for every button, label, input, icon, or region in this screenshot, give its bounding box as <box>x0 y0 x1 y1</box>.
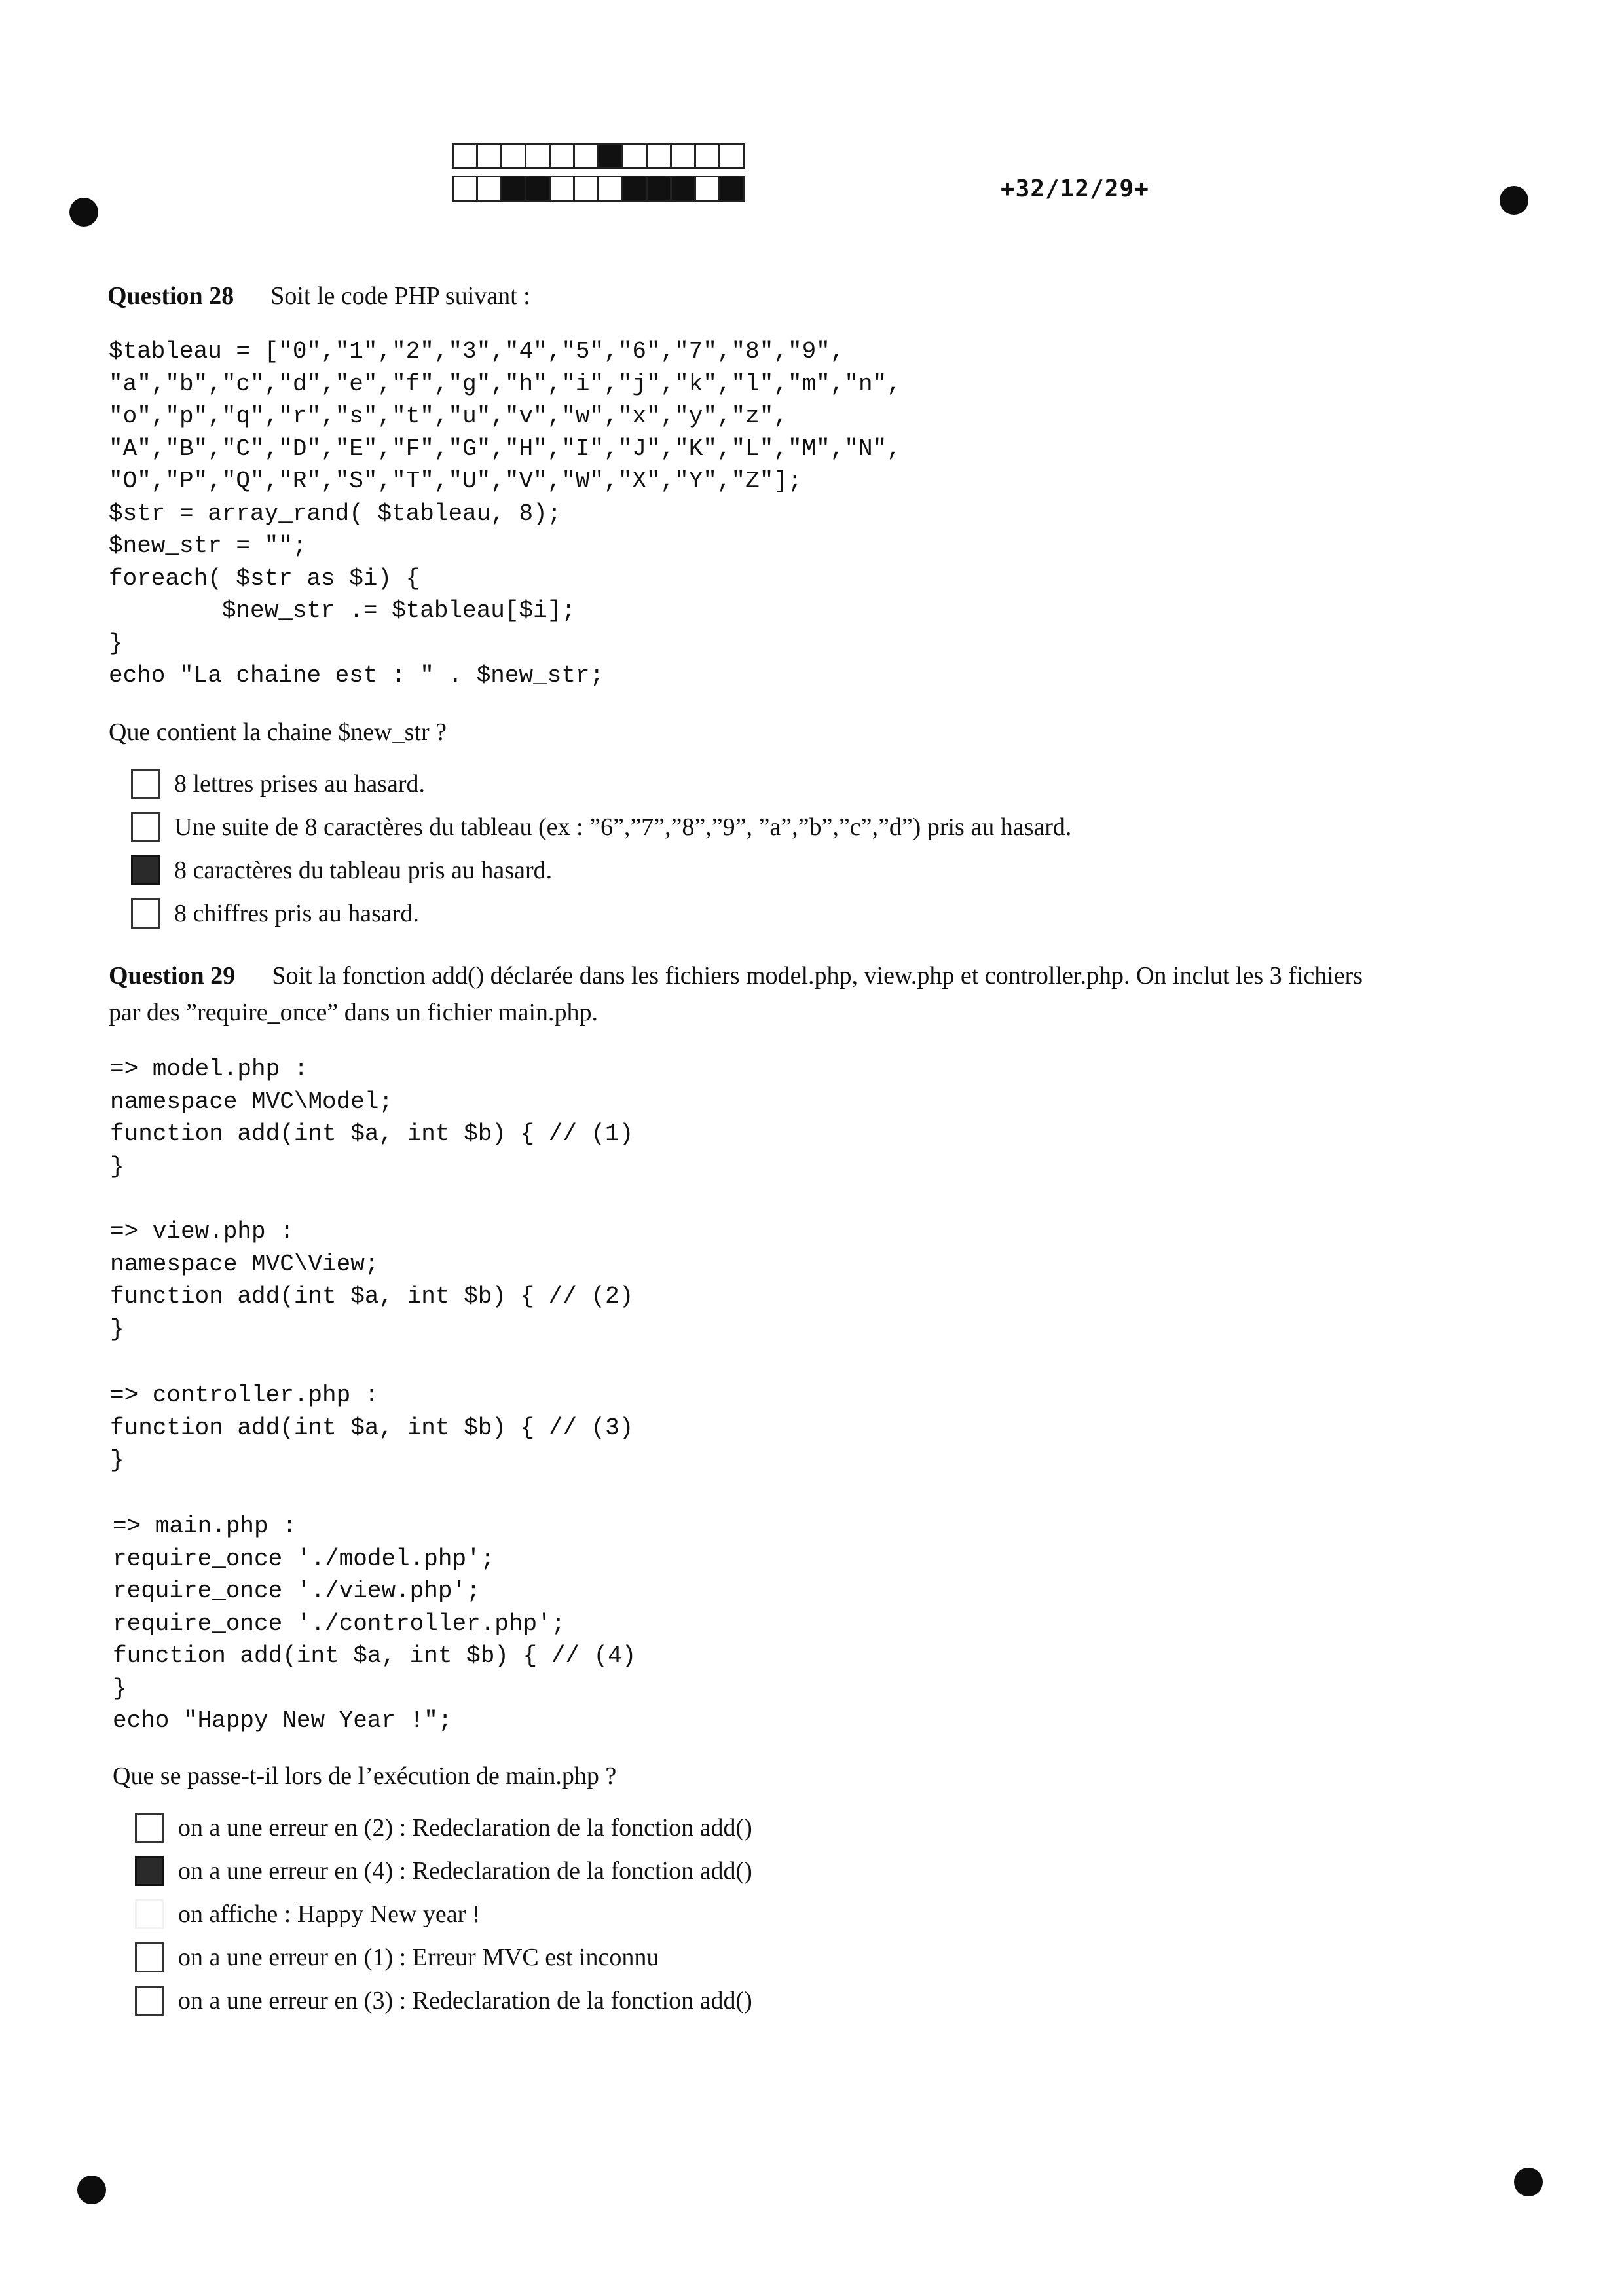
barcode-cell <box>646 143 672 169</box>
q28-answer-3[interactable] <box>131 855 552 885</box>
barcode-cell <box>549 176 575 202</box>
barcode-cell <box>718 176 745 202</box>
barcode-cell <box>646 176 672 202</box>
q29-code-main: => main.php : require_once './model.php'; require_once './view.php'; require_once './controller.php'; function add(int $a, int $b) { // (4) } echo "Happy New Year !"; <box>113 1513 637 1734</box>
barcode-cell <box>670 143 696 169</box>
barcode-cell <box>452 176 478 202</box>
q28-answer-2-checkbox[interactable] <box>131 812 160 842</box>
registration-mark-bottom-right <box>1514 2168 1543 2196</box>
barcode-cell <box>452 143 478 169</box>
barcode-cell <box>694 143 720 169</box>
q29-answer-2[interactable] <box>135 1856 752 1886</box>
registration-mark-bottom-left <box>77 2176 106 2204</box>
q28-answer-2-text: Une suite de 8 caractères du tableau (ex : ”6”,”7”,”8”,”9”, ”a”,”b”,”c”,”d”) pris au hasard. <box>174 813 1072 841</box>
registration-mark-top-right <box>1500 186 1528 215</box>
question-28-title <box>107 282 530 310</box>
q28-answer-3-text: 8 caractères du tableau pris au hasard. <box>174 857 553 884</box>
q29-answer-1[interactable] <box>135 1813 752 1843</box>
barcode-cell <box>597 143 623 169</box>
barcode-cell <box>621 176 648 202</box>
q29-answer-1-text: on a une erreur en (2) : Redeclaration de la fonction add() <box>178 1814 752 1842</box>
q29-answer-3-text: on affiche : Happy New year ! <box>178 1900 481 1928</box>
question-29-title <box>109 961 1363 990</box>
question-28-code: $tableau = ["0","1","2","3","4","5","6","7","8","9", "a","b","c","d","e","f","g","h","i","j","k","l","m","n", "o","p","q","r","s","t","u","v","w","x","y","z", "A","B","C","D","E","F","G","H","I","J","K","L","M","N", "O","P","Q","R","S","T","U","V","W","X","Y","Z"]; $str = array_rand( $tableau, 8); $new_str = ""; foreach( $str as $i) { $new_str .= $tableau[$i]; } echo "La chaine est : " . $new_str; <box>109 338 901 689</box>
barcode-cell <box>525 143 551 169</box>
barcode-cell <box>476 143 502 169</box>
question-29-prompt: Que se passe-t-il lors de l’exécution de main.php ? <box>113 1762 617 1790</box>
page-id-code: +32/12/29+ <box>1001 176 1149 202</box>
q29-code-model: => model.php : namespace MVC\Model; function add(int $a, int $b) { // (1) } <box>110 1056 634 1180</box>
q29-answer-5-text: on a une erreur en (3) : Redeclaration de la fonction add() <box>178 1987 752 2014</box>
barcode-cell <box>573 143 599 169</box>
registration-mark-top-left <box>69 198 98 227</box>
question-28-prompt: Que contient la chaine $new_str ? <box>109 718 447 746</box>
q28-answer-1-checkbox[interactable] <box>131 769 160 799</box>
barcode-cell <box>621 143 648 169</box>
barcode-bottom-row <box>452 176 743 202</box>
q29-answer-1-checkbox[interactable] <box>135 1813 164 1843</box>
q29-code-controller: => controller.php : function add(int $a, int $b) { // (3) } <box>110 1382 634 1473</box>
barcode-cell <box>694 176 720 202</box>
q28-answer-4[interactable] <box>131 898 419 929</box>
q29-answer-4-text: on a une erreur en (1) : Erreur MVC est inconnu <box>178 1944 659 1971</box>
barcode-cell <box>573 176 599 202</box>
question-29-intro-line2: par des ”require_once” dans un fichier main.php. <box>109 999 599 1026</box>
q28-answer-3-checkbox[interactable] <box>131 855 160 885</box>
q29-answer-3-checkbox[interactable] <box>135 1899 164 1929</box>
barcode <box>452 143 743 208</box>
barcode-cell <box>597 176 623 202</box>
q28-answer-4-checkbox[interactable] <box>131 898 160 929</box>
barcode-cell <box>476 176 502 202</box>
q29-answer-4-checkbox[interactable] <box>135 1942 164 1972</box>
question-28-intro: Soit le code PHP suivant : <box>270 282 530 310</box>
question-29-intro-line1: Soit la fonction add() déclarée dans les fichiers model.php, view.php et controller.php. On inclut les 3 fichiers <box>272 962 1363 990</box>
barcode-cell <box>549 143 575 169</box>
barcode-cell <box>500 143 526 169</box>
q29-code-view: => view.php : namespace MVC\View; function add(int $a, int $b) { // (2) } <box>110 1218 634 1342</box>
q28-answer-1-text: 8 lettres prises au hasard. <box>174 770 426 798</box>
q29-answer-4[interactable] <box>135 1942 659 1972</box>
barcode-cell <box>525 176 551 202</box>
barcode-cell <box>670 176 696 202</box>
barcode-cell <box>718 143 745 169</box>
q28-answer-4-text: 8 chiffres pris au hasard. <box>174 900 419 927</box>
question-29-label: Question 29 <box>109 962 236 990</box>
barcode-cell <box>500 176 526 202</box>
q29-answer-5[interactable] <box>135 1986 752 2016</box>
question-28-label: Question 28 <box>107 282 234 310</box>
q29-answer-2-text: on a une erreur en (4) : Redeclaration de la fonction add() <box>178 1857 752 1885</box>
q28-answer-1[interactable] <box>131 769 425 799</box>
q29-answer-2-checkbox[interactable] <box>135 1856 164 1886</box>
q29-answer-3[interactable] <box>135 1899 480 1929</box>
barcode-top-row <box>452 143 743 169</box>
q29-answer-5-checkbox[interactable] <box>135 1986 164 2016</box>
q28-answer-2[interactable] <box>131 812 1071 842</box>
